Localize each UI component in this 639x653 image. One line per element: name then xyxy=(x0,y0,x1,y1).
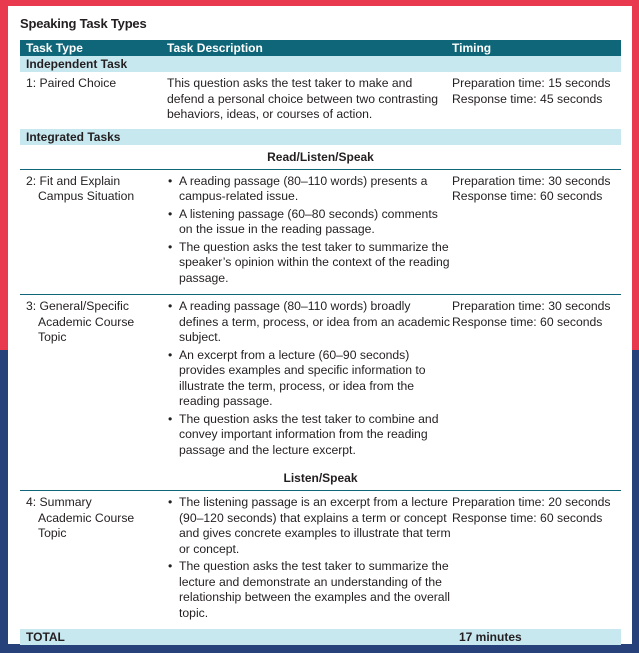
timing-cell xyxy=(452,169,621,295)
table-row-task-1 xyxy=(20,72,621,129)
task-description-cell xyxy=(167,295,452,467)
task-name-continued: Academic Course xyxy=(38,314,135,329)
description-bullet: • A reading passage (80–110 words) broadly defines a term, process, or idea from an academic subject. xyxy=(167,299,452,346)
header-task-type: Task Type xyxy=(20,40,167,56)
table-row-task-3 xyxy=(20,295,621,467)
task-description-cell: This question asks the test taker to make and defend a personal choice between two contrasting behaviors, ideas, or courses of action. xyxy=(167,76,439,121)
preparation-time: Preparation time: 30 seconds xyxy=(452,173,611,188)
description-bullets xyxy=(167,495,452,621)
task-name: 4: Summary xyxy=(26,495,92,509)
task-type-cell xyxy=(20,491,167,630)
page-title: Speaking Task Types xyxy=(20,16,147,31)
description-bullet: • The question asks the test taker to summarize the lecture and demonstrate an understanding of the relationship between the examples and the overall topic. xyxy=(167,559,452,621)
timing-cell xyxy=(452,295,621,467)
description-bullet: • The question asks the test taker to summarize the speaker’s opinion within the context of the reading passage. xyxy=(167,240,452,287)
header-task-description: Task Description xyxy=(167,40,452,56)
section-row-integrated xyxy=(20,129,621,145)
task-types-table xyxy=(20,40,621,645)
preparation-time: Preparation time: 30 seconds xyxy=(452,299,611,313)
subheading-row-read-listen-speak xyxy=(20,145,621,170)
task-name-continued: Topic xyxy=(38,526,67,540)
description-bullet: • The question asks the test taker to combine and convey important information from the reading passage and the lecture excerpt. xyxy=(167,412,452,459)
subheading-row-listen-speak xyxy=(20,466,621,491)
task-name-continued: Campus Situation xyxy=(38,189,135,203)
description-bullets xyxy=(167,299,452,458)
description-bullet: • The listening passage is an excerpt from a lecture (90–120 seconds) that explains a term or concept and gives concrete examples to illustrate that term or concept. xyxy=(167,495,452,557)
section-row-independent xyxy=(20,56,621,72)
section-label: Independent Task xyxy=(20,56,621,72)
total-label: TOTAL xyxy=(20,629,452,645)
task-type-cell xyxy=(20,169,167,295)
preparation-time: Preparation time: 20 seconds xyxy=(452,495,611,509)
response-time: Response time: 45 seconds xyxy=(452,91,603,106)
speaking-task-types-card xyxy=(8,6,632,644)
subheading-label: Read/Listen/Speak xyxy=(20,145,621,170)
task-name: 2: Fit and Explain xyxy=(26,173,121,188)
task-description-cell xyxy=(167,491,452,630)
task-description-cell xyxy=(167,169,452,295)
task-type-cell xyxy=(20,295,167,467)
description-bullet: • A listening passage (60–80 seconds) comments on the issue in the reading passage. xyxy=(167,207,452,238)
task-name: 1: Paired Choice xyxy=(26,76,117,90)
description-bullets xyxy=(167,174,452,287)
timing-cell xyxy=(452,72,621,129)
response-time: Response time: 60 seconds xyxy=(452,510,603,525)
task-name-continued: Academic Course xyxy=(38,510,135,525)
description-bullet: • An excerpt from a lecture (60–90 seconds) provides examples and specific information to illustrate the term, process, or idea from the reading passage. xyxy=(167,348,452,410)
subheading-label: Listen/Speak xyxy=(20,466,621,491)
preparation-time: Preparation time: 15 seconds xyxy=(452,76,611,90)
description-bullet: • A reading passage (80–110 words) presents a campus-related issue. xyxy=(167,174,452,205)
response-time: Response time: 60 seconds xyxy=(452,314,603,329)
total-value: 17 minutes xyxy=(452,629,621,645)
response-time: Response time: 60 seconds xyxy=(452,189,603,203)
task-type-cell xyxy=(20,72,167,129)
total-row xyxy=(20,629,621,645)
table-row-task-4 xyxy=(20,491,621,630)
timing-cell xyxy=(452,491,621,630)
table-header-row xyxy=(20,40,621,56)
section-label: Integrated Tasks xyxy=(20,129,621,145)
table-row-task-2 xyxy=(20,169,621,295)
task-name-continued: Topic xyxy=(38,330,67,344)
header-timing: Timing xyxy=(452,40,621,56)
task-name: 3: General/Specific xyxy=(26,299,129,313)
